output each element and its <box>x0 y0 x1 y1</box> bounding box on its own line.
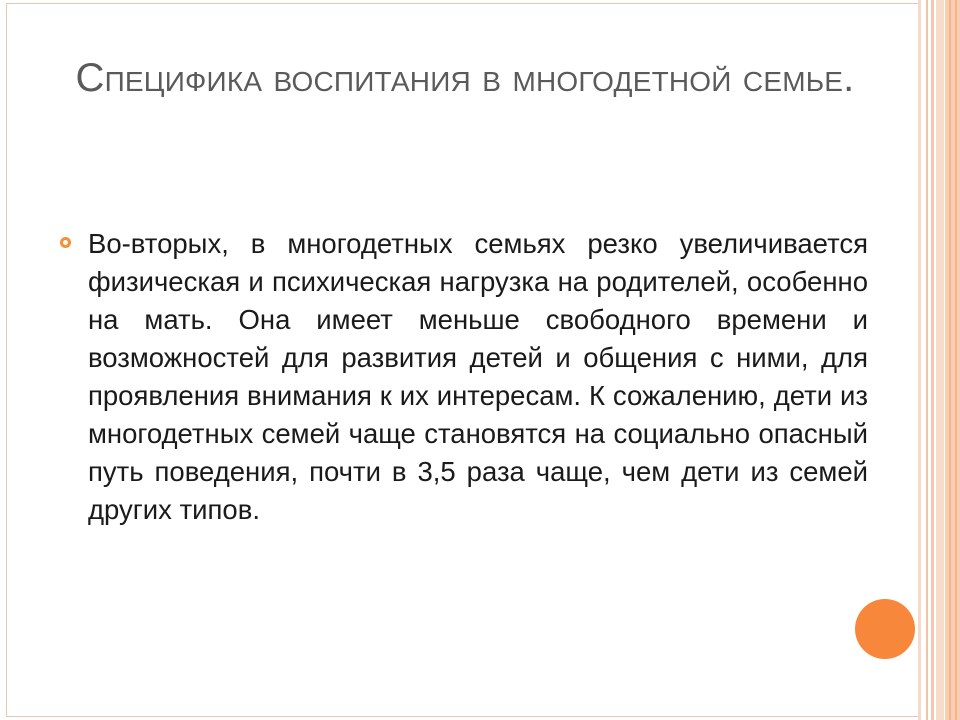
decorative-stripe <box>926 0 928 720</box>
decorative-stripe <box>936 0 944 720</box>
decorative-stripe <box>955 0 957 720</box>
bullet-text: Во-вторых, в многодетных семьях резко увеличивается физическая и психическая нагрузка на родителей, особенно на мать. Она имеет меньше свободного времени и возможностей для развития детей и общения с ними, для проявления внимания к их интересам. К сожалению, дети из многодетных семей чаще становятся на социально опасный путь поведения, почти в 3,5 раза чаще, чем дети из семей других типов. <box>88 228 868 525</box>
decorative-stripe <box>931 0 934 720</box>
orange-circle-decoration <box>855 599 915 659</box>
decorative-stripe <box>945 0 960 720</box>
slide-title: Специфика воспитания в многодетной семье. <box>75 56 855 100</box>
ring-bullet-icon <box>60 237 71 248</box>
decorative-stripe <box>949 0 951 720</box>
decorative-stripe <box>918 0 921 720</box>
